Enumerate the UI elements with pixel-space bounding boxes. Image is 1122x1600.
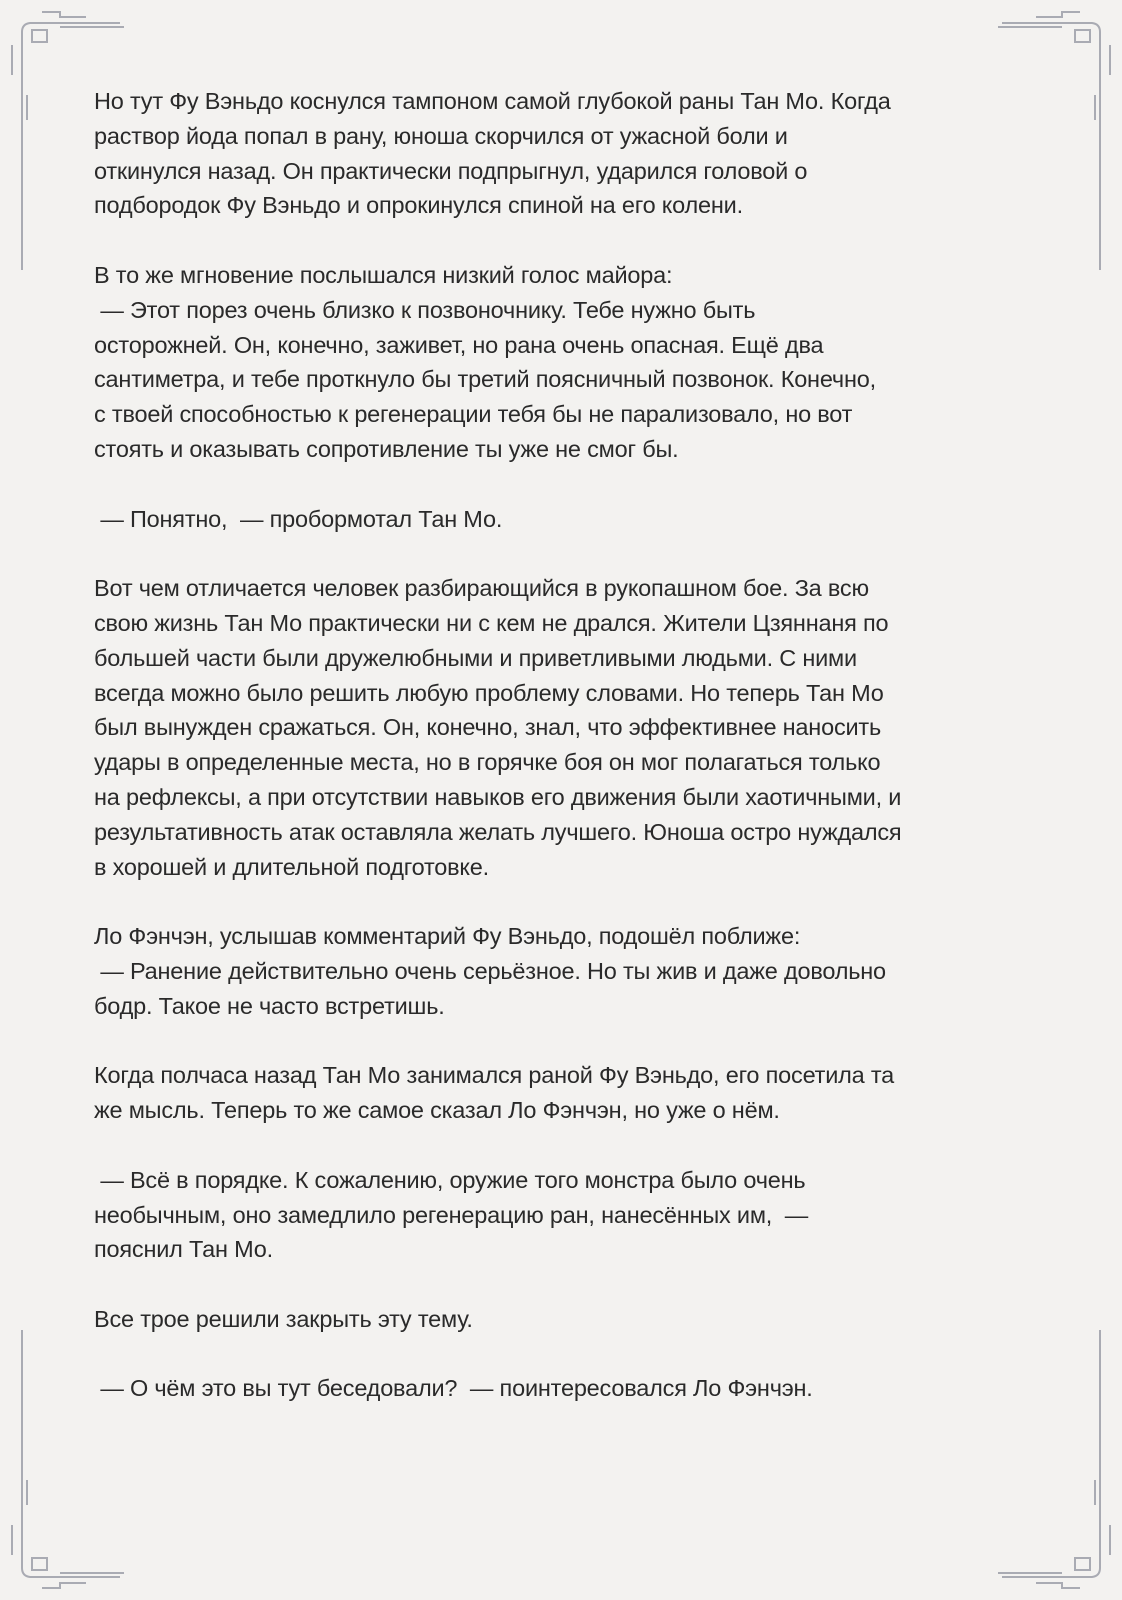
paragraph: — Понятно, — пробормотал Тан Мо.: [94, 505, 503, 532]
document-body: [94, 84, 1054, 1441]
paragraph: Когда полчаса назад Тан Мо занимался раной Фу Вэньдо, его посетила та же мысль. Теперь то же самое сказал Ло Фэнчэн, но уже о нём.: [94, 1062, 895, 1124]
paragraph: В то же мгновение послышался низкий голос майора: — Этот порез очень близко к позвоночнику. Тебе нужно быть осторожней. Он, конечно, заживет, но рана очень опасная. Ещё два сантиметра, и тебе проткнуло бы третий поясничный позвонок. Конечно, с твоей способностью к регенерации тебя бы не парализовало, но вот стоять и оказывать сопротивление ты уже не смог бы.: [94, 261, 876, 462]
paragraph: — О чём это вы тут беседовали? — поинтересовался Ло Фэнчэн.: [94, 1375, 813, 1402]
paragraph: Вот чем отличается человек разбирающийся в рукопашном бое. За всю свою жизнь Тан Мо практически ни с кем не дрался. Жители Цзяннаня по большей части были дружелюбными и приветливыми людьми. С ними всегда можно было решить любую проблему словами. Но теперь Тан Мо был вынужден сражаться. Он, конечно, знал, что эффективнее наносить удары в определенные места, но в горячке боя он мог полагаться только на рефлексы, а при отсутствии навыков его движения были хаотичными, и результативность атак оставляла желать лучшего. Юноша остро нуждался в хорошей и длительной подготовке.: [94, 575, 902, 880]
paragraph: Все трое решили закрыть эту тему.: [94, 1305, 473, 1332]
paragraph: Ло Фэнчэн, услышав комментарий Фу Вэньдо, подошёл поближе: — Ранение действительно очень серьёзное. Но ты жив и даже довольно бодр. Такое не часто встретишь.: [94, 923, 886, 1019]
paragraph: — Всё в порядке. К сожалению, оружие того монстра было очень необычным, оно замедлило регенерацию ран, нанесённых им, — пояснил Тан Мо.: [94, 1166, 809, 1263]
paragraph: Но тут Фу Вэньдо коснулся тампоном самой глубокой раны Тан Мо. Когда раствор йода попал в рану, юноша скорчился от ужасной боли и откинулся назад. Он практически подпрыгнул, ударился головой о подбородок Фу Вэньдо и опрокинулся спиной на его колени.: [94, 88, 891, 219]
